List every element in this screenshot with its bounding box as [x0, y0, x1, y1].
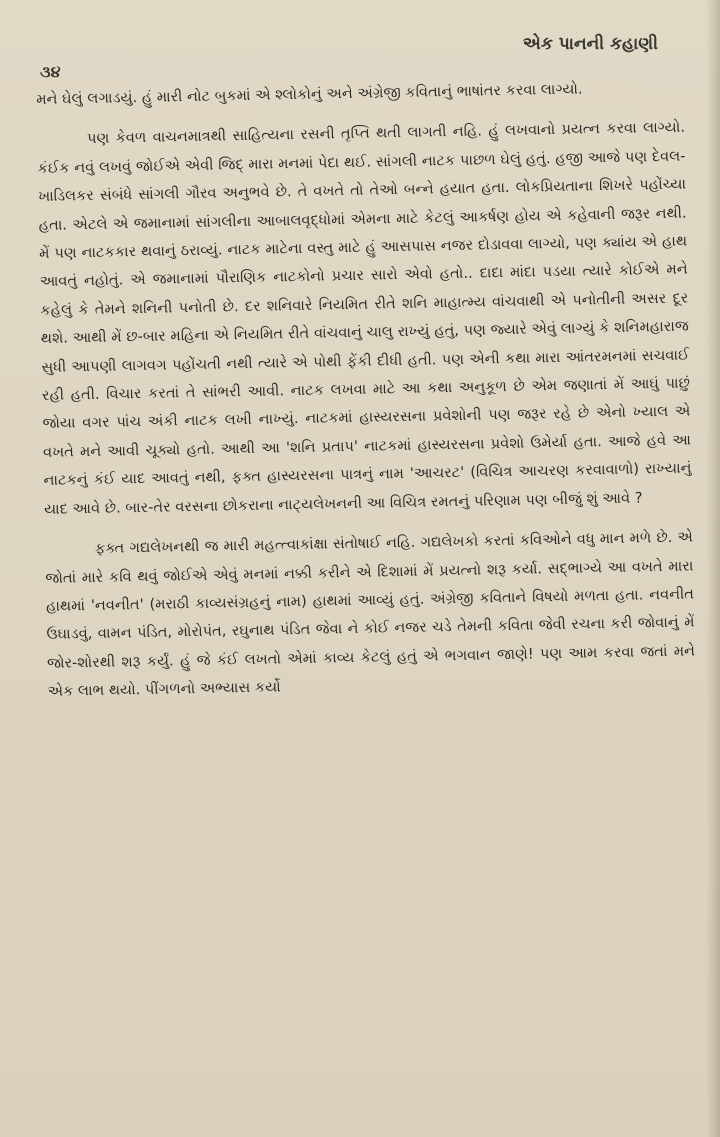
page-number: ૩૪ — [40, 62, 61, 81]
paragraph-poetry: ફક્ત ગદ્યલેખનથી જ મારી મહત્ત્વાકાંક્ષા સંતોષાઈ નહિ. ગદ્યલેખકો કરતાં કવિઓને વધુ માન મળે છે. એ જોતાં મારે કવિ થવું જોઈએ એવું મનમાં નક્કી કરીને એ દિશામાં મેં પ્રયત્નો શરૂ કર્યા. સદ્ભાગ્યે આ વખતે મારા હાથમાં 'નવનીત' (મરાઠી કાવ્યસંગ્રહનું નામ) હાથમાં આવ્યું હતું. અંગ્રેજી કવિતાને વિષયો મળતા હતા. નવનીત ઉઘાડવું, વામન પંડિત, મોરોપંત, રઘુનાથ પંડિત જેવા ને કોઈ નજર ચડે તેમની કવિતા જેવી રચના કરી જોવાનું મેં જોર-શોરથી શરૂ કર્યું. હું જે કંઈ લખતો એમાં કાવ્ય કેટલું હતું એ ભગવાન જાણે! પણ આમ કરવા જતાં મને એક લાભ થયો. પીંગળનો અભ્યાસ કર્યો — [45, 528, 696, 701]
paragraph-continuation: મને ઘેલું લગાડયું. હું મારી નોટ બુકમાં એ શ્લોકોનું અને અંગ્રેજી કવિતાનું ભાષાંતર કરવા લાગ્યો. — [36, 80, 583, 108]
body-text — [36, 74, 696, 719]
running-title: એક પાનની કહાણી — [522, 34, 658, 54]
paragraph-playwriting: પણ કેવળ વાચનમાત્રથી સાહિત્યના રસની તૃપ્તિ થતી લાગતી નહિ. હું લખવાનો પ્રયત્ન કરવા લાગ્યો. કંઈક નવું લખવું જોઈએ એવી જિદ્ મારા મનમાં પેદા થઈ. સાંગલી નાટક પાછળ ઘેલું હતું. હજી આજે પણ દેવલ-ખાડિલકર સંબંધે સાંગલી ગૌરવ અનુભવે છે. તે વખતે તો તેઓ બન્ને હયાત હતા. લોકપ્રિયતાના શિખરે પહોંચ્યા હતા. એટલે એ જમાનામાં સાંગલીના આબાલવૃદ્ધોમાં એમના માટે કેટલું આકર્ષણ હોય એ કહેવાની જરૂર નથી. મેં પણ નાટકકાર થવાનું ઠરાવ્યું. નાટક માટેના વસ્તુ માટે હું આસપાસ નજર દોડાવવા લાગ્યો, પણ ક્યાંય એ હાથ આવતું નહોતું. એ જમાનામાં પૌરાણિક નાટકોનો પ્રચાર સારો એવો હતો.. દાદા માંદા પડયા ત્યારે કોઈએ મને કહેલું કે તેમને શનિની પનોતી છે. દર શનિવારે નિયમિત રીતે શનિ માહાત્મ્ય વાંચવાથી એ પનોતીની અસર દૂર થશે. આથી મેં છ-બાર મહિના એ નિયમિત રીતે વાંચવાનું ચાલુ રાખ્યું હતું, પણ જ્યારે એવું લાગ્યું કે શનિમહારાજ સુધી આપણી લાગવગ પહોંચતી નથી ત્યારે એ પોથી ફેંકી દીધી હતી. પણ એની કથા મારા આંતરમનમાં સચવાઈ રહી હતી. વિચાર કરતાં તે સાંભરી આવી. નાટક લખવા માટે આ કથા અનુકૂળ છે એમ જણાતાં મેં આઘું પાછું જોયા વગર પાંચ અંકી નાટક લખી નાખ્યું. નાટકમાં હાસ્યરસના પ્રવેશોની પણ જરૂર રહે છે એનો ખ્યાલ એ વખતે મને આવી ચૂક્યો હતો. આથી આ 'શનિ પ્રતાપ' નાટકમાં હાસ્યરસના પ્રવેશો ઉમેર્યા હતા. આજે હવે આ નાટકનું કંઈ યાદ આવતું નથી, ફક્ત હાસ્યરસના પાત્રનું નામ 'આચરટ' (વિચિત્ર આચરણ કરવાવાળો) રાખ્યાનું યાદ આવે છે. બાર-તેર વરસના છોકરાના નાટ્યલેખનની આ વિચિત્ર રમતનું પરિણામ પણ બીજું શું આવે ? — [37, 118, 692, 518]
page-edge-shadow — [706, 0, 720, 1137]
